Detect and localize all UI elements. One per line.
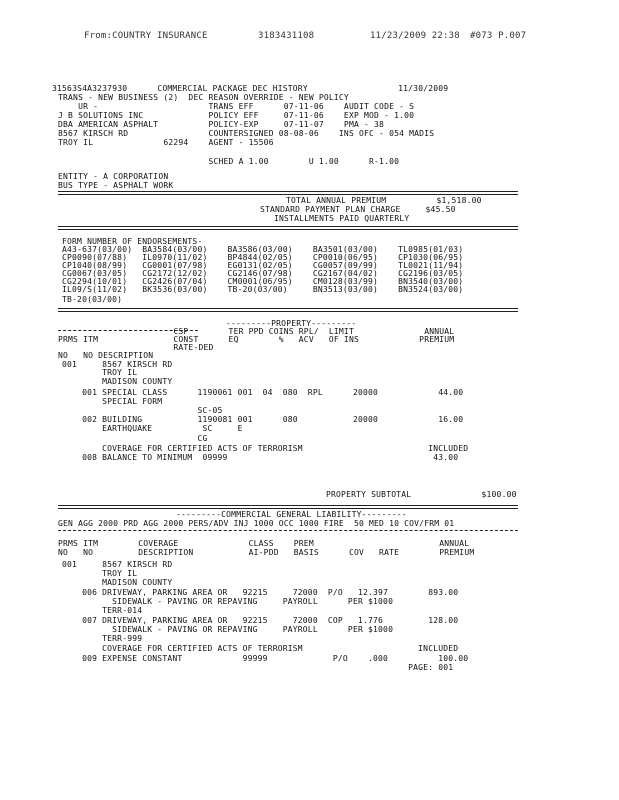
property-line: COVERAGE FOR CERTIFIED ACTS OF TERRORISM INCLUDED (62, 444, 469, 453)
fax-datetime: 11/23/2009 22:38 (370, 31, 460, 41)
cgl-line: SIDEWALK - PAVING OR REPAVING PAYROLL PER $1000 (62, 625, 394, 634)
header-line: UR - TRANS EFF 07-11-06 AUDIT CODE - S (58, 102, 415, 111)
cgl-line: 007 DRIVEWAY, PARKING AREA OR 92215 72000 COP 1.776 128.00 (62, 616, 459, 625)
business-type: BUS TYPE - ASPHALT WORK (58, 181, 174, 190)
property-header: RATE-DED (58, 343, 214, 352)
header-line: 31563S4A3237930 COMMERCIAL PACKAGE DEC HISTORY 11/30/2009 (52, 84, 449, 93)
property-line: 001 SPECIAL CLASS 1190061 001 04 080 RPL 20000 44.00 (62, 388, 464, 397)
fax-page: #073 P.007 (470, 31, 527, 41)
cgl-line: TERR-014 (62, 606, 143, 615)
section-divider (58, 308, 518, 312)
property-line: EARTHQUAKE SC E (62, 424, 243, 433)
endorsement-row: TB-20(03/00) (62, 295, 123, 304)
header-line: J B SOLUTIONS INC POLICY EFF 07-11-06 EXP MOD - 1.00 (58, 111, 415, 120)
cgl-line: MADISON COUNTY (62, 578, 173, 587)
property-line: CG (62, 434, 208, 443)
cgl-line: SIDEWALK - PAVING OR REPAVING PAYROLL PER $1000 (62, 597, 394, 606)
property-line: 002 BUILDING 1190081 001 080 20000 16.00 (62, 415, 464, 424)
endorsement-row: A43-637(03/00) BA3584(03/00) BA3586(03/00) BA3501(03/00) TL0985(01/03) (62, 245, 464, 254)
cgl-limits: GEN AGG 2000 PRD AGG 2000 PERS/ADV INJ 1000 OCC 1000 FIRE 50 MED 10 COV/FRM 01 (58, 519, 455, 528)
endorsement-row: CG2294(10/01) CG2426(07/04) CM0001(06/95) CM0128(03/99) BN3540(03/00) (62, 277, 464, 286)
endorsement-row: IL09/S(11/02) BK3536(03/00) TB-20(03/00) BN3513(03/00) BN3524(03/00) (62, 285, 464, 294)
property-line: 008 BALANCE TO MINIMUM 09999 43.00 (62, 453, 459, 462)
fax-from: From:COUNTRY INSURANCE (84, 31, 208, 41)
property-line: MADISON COUNTY (62, 377, 173, 386)
cgl-line: COVERAGE FOR CERTIFIED ACTS OF TERRORISM INCLUDED (62, 644, 459, 653)
header-line: 8567 KIRSCH RD COUNTERSIGNED 08-08-06 INS OFC - 054 MADIS (58, 129, 435, 138)
section-divider (58, 191, 518, 195)
cgl-line: TROY IL (62, 569, 138, 578)
total-premium: TOTAL ANNUAL PREMIUM $1,518.00 (286, 196, 482, 205)
header-rule (58, 530, 518, 531)
property-line: SC-05 (62, 406, 223, 415)
property-header: CSP TER PPD COINS RPL/ LIMIT ANNUAL (58, 327, 455, 336)
cgl-line: 001 8567 KIRSCH RD (62, 560, 173, 569)
endorsement-row: CP1040(08/99) CG0001(07/98) EG0131(02/05) CG0057(09/99) TL0021(11/94) (62, 261, 464, 270)
property-header: PRMS ITM CONST EQ % ACV OF INS PREMIUM (58, 335, 455, 344)
cgl-header: PRMS ITM COVERAGE CLASS PREM ANNUAL (58, 539, 470, 548)
cgl-header: NO NO DESCRIPTION AI-PDD BASIS COV RATE PREMIUM (58, 548, 475, 557)
cgl-line: 006 DRIVEWAY, PARKING AREA OR 92215 72000 P/O 12.397 893.00 (62, 588, 459, 597)
endorsements-title: FORM NUMBER OF ENDORSEMENTS- (62, 237, 203, 246)
endorsement-row: CP0090(07/88) IL0970(11/02) BP4844(02/05) CP0010(06/95) CP1030(06/95) (62, 253, 464, 262)
page-number: PAGE: 001 (62, 663, 454, 672)
property-line: SPECIAL FORM (62, 397, 163, 406)
endorsement-row: CG0067(03/05) CG2172(12/02) CG2146(07/98) CG2167(04/02) CG2196(03/05) (62, 269, 464, 278)
installments: INSTALLMENTS PAID QUARTERLY (274, 214, 410, 223)
cgl-line: 009 EXPENSE CONSTANT 99999 P/O .000 100.00 (62, 654, 469, 663)
cgl-line: TERR-999 (62, 634, 143, 643)
property-subtotal: PROPERTY SUBTOTAL $100.00 (326, 490, 517, 499)
property-section-title: ---------PROPERTY--------- (226, 319, 357, 328)
entity-type: ENTITY - A CORPORATION (58, 172, 169, 181)
header-rule (58, 330, 198, 331)
section-divider (58, 505, 518, 509)
section-divider (58, 226, 518, 230)
fax-number: 3183431108 (258, 31, 315, 41)
header-line: TROY IL 62294 AGENT - 15506 (58, 138, 274, 147)
property-line: TROY IL (62, 368, 138, 377)
payment-plan-charge: STANDARD PAYMENT PLAN CHARGE $45.50 (260, 205, 456, 214)
header-line: TRANS - NEW BUSINESS (2) DEC REASON OVERRIDE - NEW POLICY (58, 93, 349, 102)
property-line: 001 8567 KIRSCH RD (62, 360, 173, 369)
cgl-section-title: ---------COMMERCIAL GENERAL LIABILITY--------- (176, 510, 407, 519)
schedule-rating: SCHED A 1.00 U 1.00 R-1.00 (58, 157, 400, 166)
header-line: DBA AMERICAN ASPHALT POLICY-EXP 07-11-07 PMA - 38 (58, 120, 385, 129)
property-header: NO NO DESCRIPTION (58, 351, 154, 360)
